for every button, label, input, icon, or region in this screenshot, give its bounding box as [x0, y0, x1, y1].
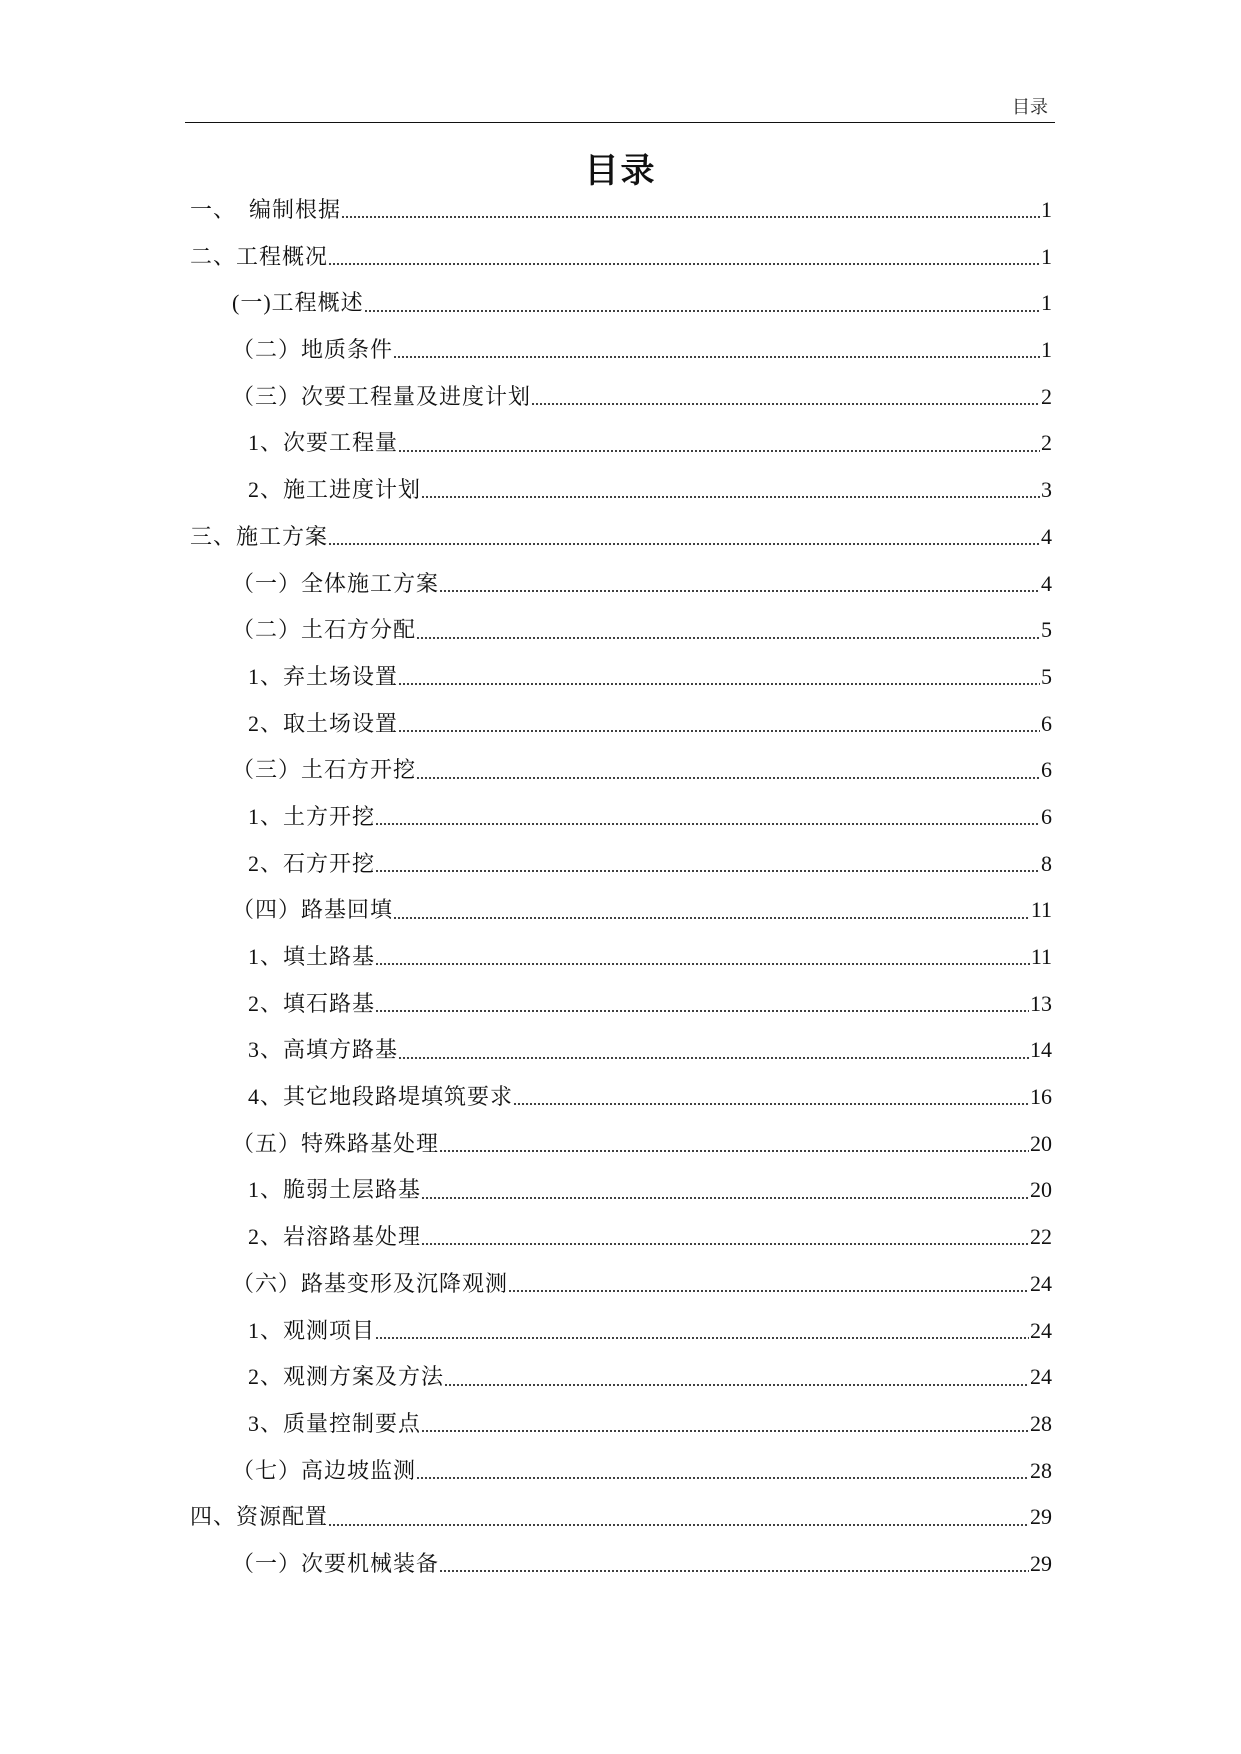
- toc-entry-page: 14: [1030, 1037, 1052, 1063]
- toc-entry: [190, 234, 1052, 281]
- header-rule: [185, 122, 1055, 123]
- dot-leader: [514, 1103, 1029, 1105]
- toc-entry-label: 1、脆弱土层路基: [248, 1177, 422, 1203]
- toc-entry: [190, 1308, 1052, 1355]
- dot-leader: [417, 1477, 1029, 1479]
- dot-leader: [365, 310, 1040, 312]
- toc-entry-label: 2、填石路基: [248, 990, 376, 1016]
- toc-entry-page: 4: [1041, 523, 1052, 549]
- dot-leader: [376, 1337, 1029, 1339]
- toc-entry-label: 1、弃土场设置: [248, 663, 399, 689]
- toc-entry: [190, 514, 1052, 561]
- toc-entry-page: 24: [1030, 1270, 1052, 1296]
- dot-leader: [329, 543, 1040, 545]
- dot-leader: [376, 963, 1030, 965]
- toc-entry-page: 28: [1030, 1410, 1052, 1436]
- toc-entry: [190, 187, 1052, 234]
- toc-entry-page: 5: [1041, 617, 1052, 643]
- toc-entry-page: 2: [1041, 383, 1052, 409]
- toc-entry: [190, 1448, 1052, 1495]
- toc-entry-page: 5: [1041, 663, 1052, 689]
- toc-entry-page: 20: [1030, 1130, 1052, 1156]
- toc-entry-label: 1、填土路基: [248, 944, 376, 969]
- toc-entry-label: 3、高填方路基: [248, 1037, 399, 1063]
- dot-leader: [329, 263, 1040, 265]
- toc-entry: [190, 701, 1052, 748]
- toc-entry-label: 2、施工进度计划: [248, 477, 422, 503]
- toc-entry-page: 13: [1030, 990, 1052, 1016]
- dot-leader: [399, 1057, 1029, 1059]
- toc-entry: [190, 887, 1052, 934]
- toc-entry-label: 1、观测项目: [248, 1317, 376, 1343]
- toc-entry-label: （三）次要工程量及进度计划: [232, 383, 532, 409]
- dot-leader: [422, 1197, 1029, 1199]
- toc-entry-page: 11: [1030, 944, 1052, 969]
- toc-entry-label: （四）路基回填: [232, 897, 394, 923]
- toc-entry-page: 3: [1041, 477, 1052, 503]
- toc-entry-page: 6: [1041, 757, 1052, 783]
- toc-entry: [190, 1167, 1052, 1214]
- dot-leader: [329, 1524, 1029, 1526]
- toc-entry-page: 16: [1030, 1084, 1052, 1110]
- toc-entry-page: 1: [1041, 197, 1052, 222]
- toc-entry-page: 29: [1030, 1504, 1052, 1530]
- dot-leader: [422, 1243, 1029, 1245]
- dot-leader: [376, 1010, 1029, 1012]
- toc-entry-page: 24: [1030, 1317, 1052, 1343]
- toc-entry-label: (一)工程概述: [232, 290, 364, 316]
- dot-leader: [399, 730, 1040, 732]
- toc-entry: [190, 607, 1052, 654]
- dot-leader: [394, 917, 1030, 919]
- toc-entry: [190, 841, 1052, 888]
- toc-entry-label: （七）高边坡监测: [232, 1457, 417, 1483]
- dot-leader: [440, 1150, 1029, 1152]
- toc-entry-label: 2、石方开挖: [248, 850, 376, 876]
- dot-leader: [440, 1570, 1029, 1572]
- toc-entry-label: 2、岩溶路基处理: [248, 1224, 422, 1250]
- toc-entry-label: 一、 编制根据: [190, 197, 342, 222]
- toc-entry-label: 2、取土场设置: [248, 710, 399, 736]
- toc-entry: [190, 1074, 1052, 1121]
- toc-entry-page: 11: [1030, 897, 1052, 923]
- toc-entry-label: （六）路基变形及沉降观测: [232, 1270, 509, 1296]
- dot-leader: [422, 496, 1040, 498]
- dot-leader: [532, 403, 1040, 405]
- toc-entry: [190, 467, 1052, 514]
- toc-entry-label: 1、土方开挖: [248, 803, 376, 829]
- toc-entry: [190, 1401, 1052, 1448]
- toc-entry-label: （三）土石方开挖: [232, 757, 417, 783]
- toc-entry-label: （五）特殊路基处理: [232, 1130, 440, 1156]
- toc-entry-label: 2、观测方案及方法: [248, 1364, 445, 1390]
- toc-entry-label: （一）全体施工方案: [232, 570, 440, 596]
- page-title: 目录: [584, 153, 657, 190]
- toc-entry-page: 1: [1041, 290, 1052, 316]
- toc-entry: [190, 1354, 1052, 1401]
- toc-entry-label: （一）次要机械装备: [232, 1550, 440, 1576]
- toc-entry: [190, 981, 1052, 1028]
- toc-entry: [190, 747, 1052, 794]
- toc-entry: [190, 654, 1052, 701]
- dot-leader: [509, 1290, 1029, 1292]
- toc-entry: [190, 374, 1052, 421]
- toc-entry-label: 四、资源配置: [190, 1504, 329, 1530]
- dot-leader: [417, 777, 1040, 779]
- toc-entry: [190, 327, 1052, 374]
- toc-entry-page: 6: [1041, 710, 1052, 736]
- toc-entry-page: 24: [1030, 1364, 1052, 1390]
- toc-entry-page: 28: [1030, 1457, 1052, 1483]
- toc-entry-label: （二）地质条件: [232, 337, 394, 363]
- dot-leader: [422, 1430, 1029, 1432]
- dot-leader: [399, 450, 1040, 452]
- toc-entry: [190, 934, 1052, 981]
- dot-leader: [376, 870, 1040, 872]
- dot-leader: [342, 216, 1040, 218]
- toc-entry-label: （二）土石方分配: [232, 617, 417, 643]
- toc-entry: [190, 1541, 1052, 1588]
- toc-entry: [190, 1494, 1052, 1541]
- toc-entry-label: 3、质量控制要点: [248, 1410, 422, 1436]
- dot-leader: [376, 823, 1040, 825]
- toc-entry-page: 1: [1041, 243, 1052, 269]
- toc-entry-page: 8: [1041, 850, 1052, 876]
- toc-entry: [190, 1261, 1052, 1308]
- toc-entry-page: 6: [1041, 803, 1052, 829]
- toc-entry-label: 三、施工方案: [190, 523, 329, 549]
- toc-entry-label: 二、工程概况: [190, 243, 329, 269]
- toc-entry: [190, 1214, 1052, 1261]
- toc-entry: [190, 794, 1052, 841]
- toc-entry-page: 29: [1030, 1550, 1052, 1576]
- toc-entry-page: 2: [1041, 430, 1052, 456]
- toc-entry: [190, 1121, 1052, 1168]
- toc-entry-page: 1: [1041, 337, 1052, 363]
- toc-entry: [190, 1027, 1052, 1074]
- dot-leader: [445, 1384, 1029, 1386]
- dot-leader: [399, 683, 1040, 685]
- table-of-contents: [190, 187, 1052, 1588]
- toc-entry-label: 1、次要工程量: [248, 430, 399, 456]
- toc-entry-page: 20: [1030, 1177, 1052, 1203]
- toc-entry-page: 4: [1041, 570, 1052, 596]
- running-header: 目录: [1012, 97, 1048, 117]
- dot-leader: [417, 637, 1040, 639]
- toc-entry-label: 4、其它地段路堤填筑要求: [248, 1084, 514, 1110]
- toc-entry-page: 22: [1030, 1224, 1052, 1250]
- dot-leader: [394, 356, 1040, 358]
- dot-leader: [440, 590, 1040, 592]
- toc-entry: [190, 420, 1052, 467]
- toc-entry: [190, 561, 1052, 608]
- toc-entry: [190, 280, 1052, 327]
